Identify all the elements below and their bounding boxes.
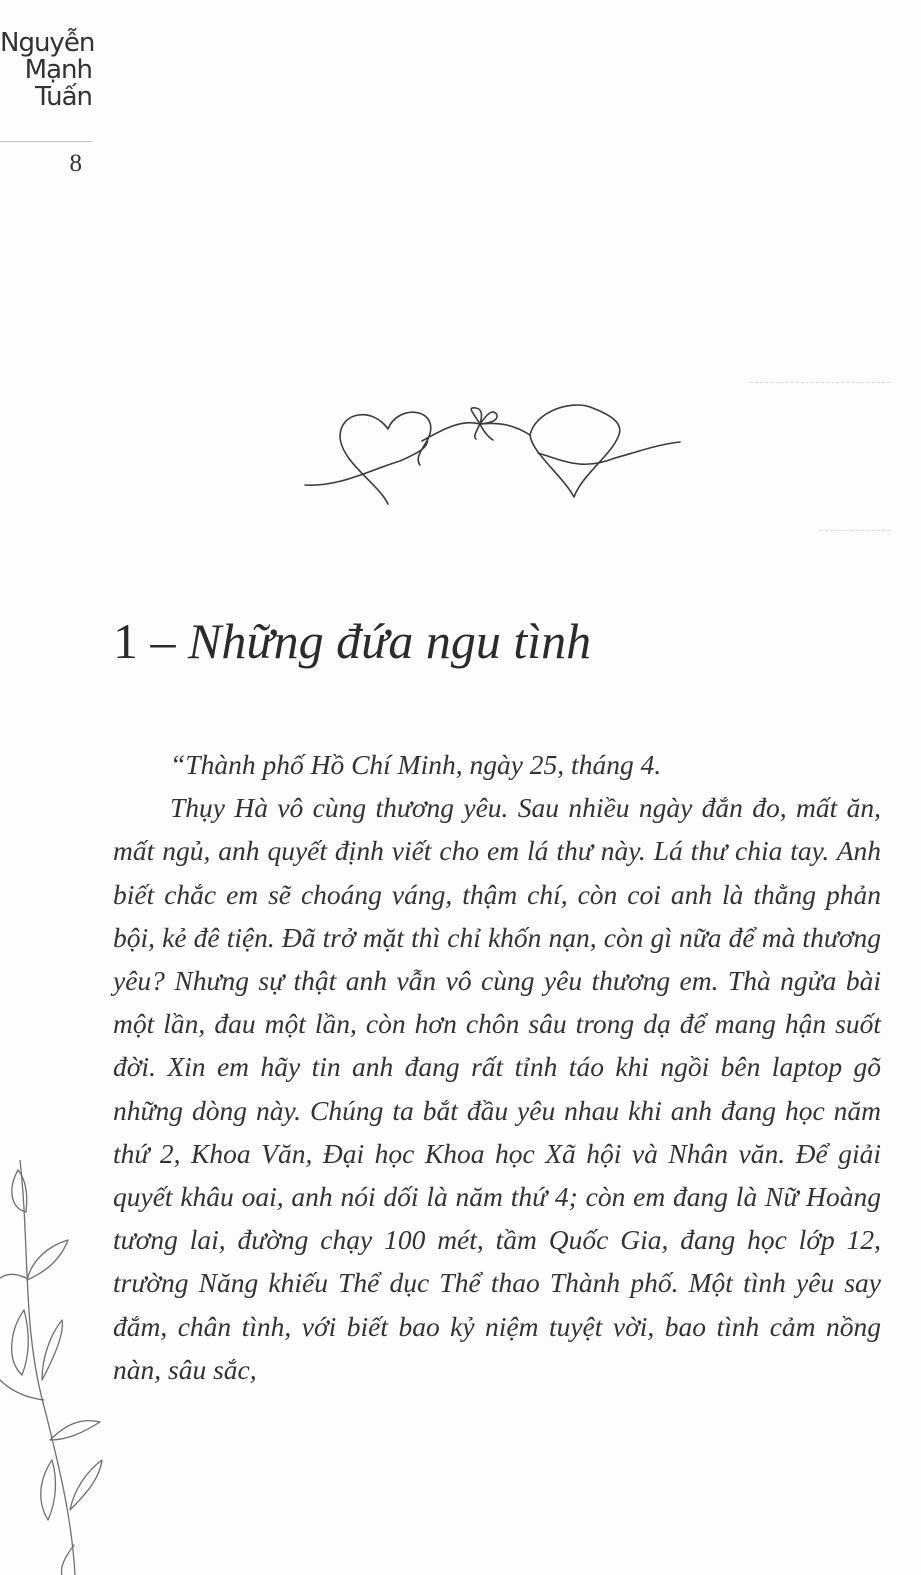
letter-paragraph: Thụy Hà vô cùng thương yêu. Sau nhiều ngày đắn đo, mất ăn, mất ngủ, anh quyết định viết cho em lá thư này. Lá thư chia tay. Anh biết chắc em sẽ choáng váng, thậm chí, còn coi anh là thằng phản bội, kẻ đê tiện. Đã trở mặt thì chỉ khốn nạn, còn gì nữa để mà thương yêu? Nhưng sự thật anh vẫn vô cùng yêu thương em. Thà ngửa bài một lần, đau một lần, còn hơn chôn sâu trong dạ để mang hận suốt đời. Xin em hãy tin anh đang rất tỉnh táo khi ngồi bên laptop gõ những dòng này. Chúng ta bắt đầu yêu nhau khi anh đang học năm thứ 2, Khoa Văn, Đại học Khoa học Xã hội và Nhân văn. Để giải quyết khâu oai, anh nói dối là năm thứ 4; còn em đang là Nữ Hoàng tương lai, đường chạy 100 mét, tầm Quốc Gia, đang học lớp 12, trường Năng khiếu Thể dục Thể thao Thành phố. Một tình yêu say đắm, chân tình, với biết bao kỷ niệm tuyệt vời, bao tình cảm nồng nàn, sâu sắc, [113, 792, 881, 1385]
letter-body [113, 743, 881, 1391]
running-header-author [0, 28, 95, 112]
author-middle-name: Mạnh [24, 55, 92, 85]
two-hearts-tied-with-bow-icon [300, 395, 690, 520]
page-number: 8 [69, 150, 82, 177]
leafy-vine-icon [0, 1160, 110, 1575]
author-last-name: Tuấn [35, 82, 92, 112]
chapter-title [113, 612, 591, 670]
header-divider [0, 141, 92, 142]
chapter-separator: – [150, 613, 176, 669]
chapter-title-text: Những đứa ngu tình [188, 613, 592, 669]
letter-dateline: “Thành phố Hồ Chí Minh, ngày 25, tháng 4. [170, 749, 662, 780]
chapter-number: 1 [113, 613, 138, 669]
author-first-name: Nguyễn [0, 28, 95, 58]
scan-smudge [750, 382, 890, 383]
scan-smudge [820, 530, 890, 531]
